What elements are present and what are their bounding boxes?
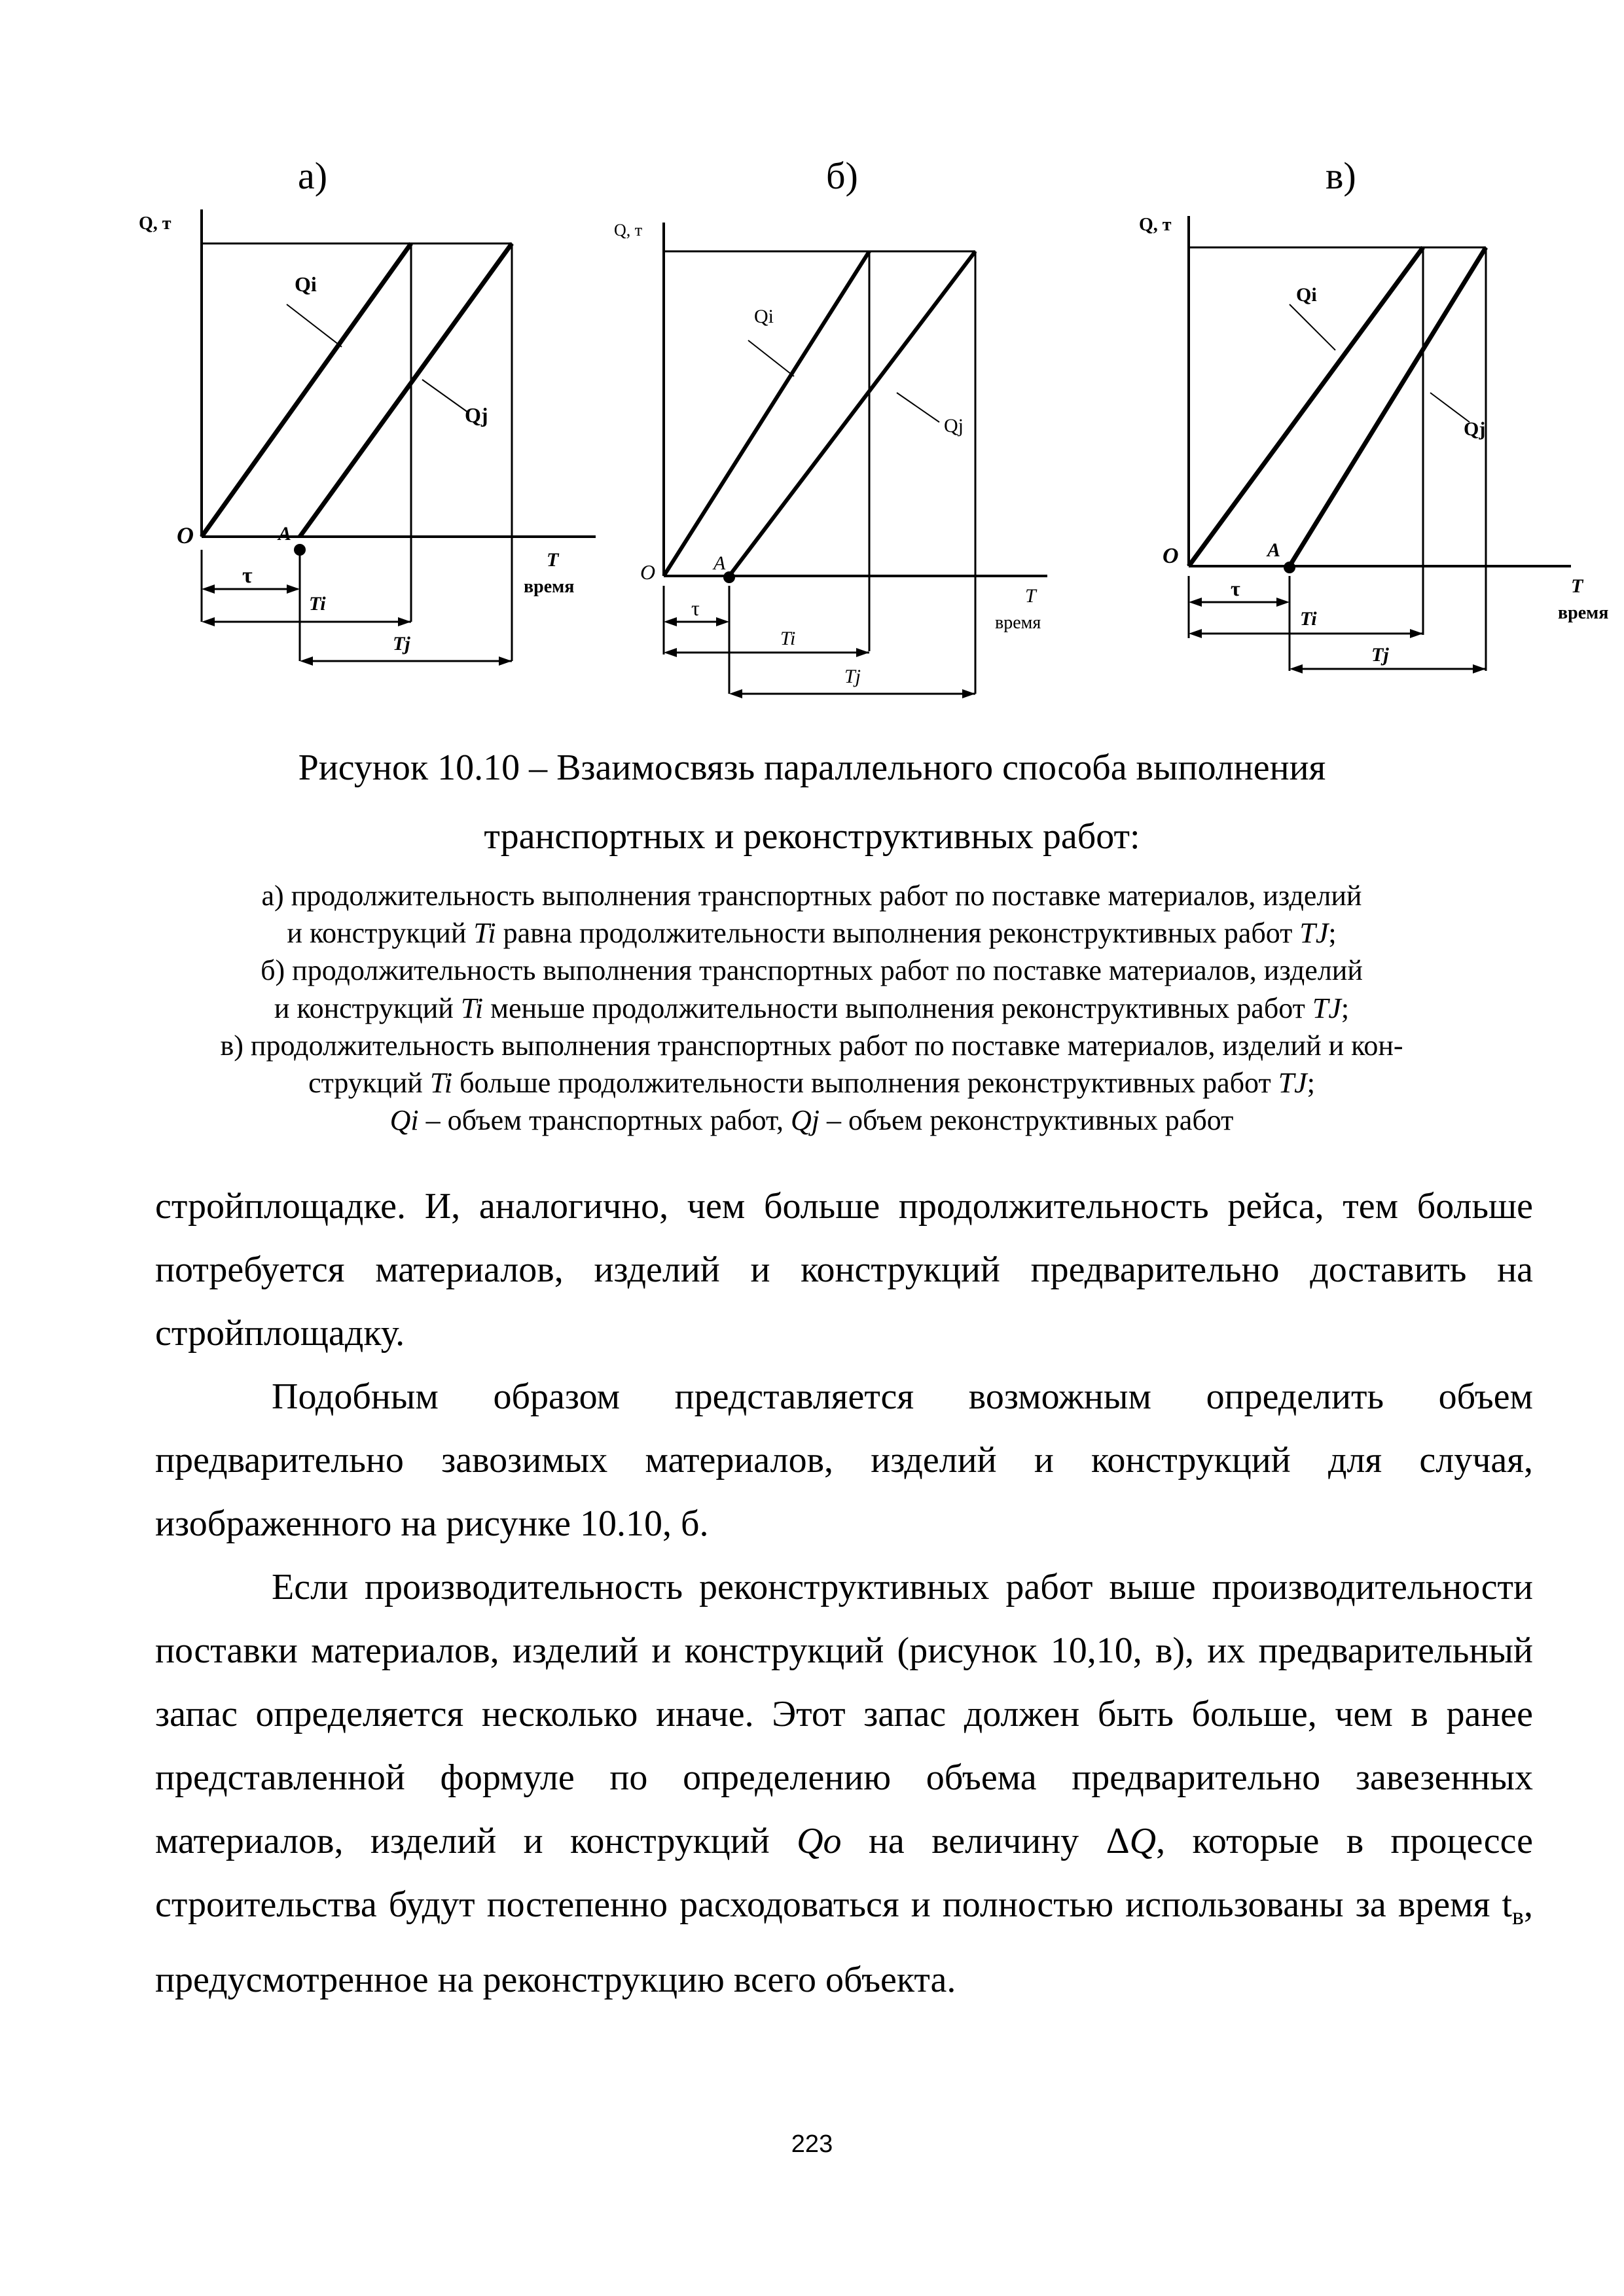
paragraph-1: стройплощадке. И, аналогично, чем больше продолжительность рейса, тем больше потребуется материалов, изделий и конструкций предварительно доставить на стройплощадку.	[155, 1186, 1533, 1354]
qi-label: Qi	[754, 306, 774, 327]
line-qj	[300, 243, 512, 537]
x-axis-word: время	[1558, 603, 1609, 623]
tj-label: Tj	[1371, 644, 1389, 666]
point-a-label: A	[713, 552, 726, 574]
y-axis-label: Q, т	[1139, 215, 1172, 235]
leader-qi	[287, 304, 342, 347]
leader-qi	[1290, 304, 1335, 350]
tau-label: τ	[242, 564, 253, 588]
qj-label: Qj	[1464, 418, 1486, 440]
leader-qj	[422, 380, 468, 412]
figure-caption-line2: транспортных и реконструктивных работ:	[484, 816, 1140, 857]
figure-caption-line1: Рисунок 10.10 – Взаимосвязь параллельного способа выполнения	[298, 747, 1326, 788]
paragraph-2: Подобным образом представляется возможным определить объем предварительно завозимых материалов, изделий и конструкций для случая, изображенного на рисунке 10.10, б.	[155, 1376, 1533, 1544]
note-legend: Qi – объем транспортных работ, Qj – объем реконструктивных работ	[389, 1104, 1234, 1137]
qj-label: Qj	[944, 415, 964, 437]
diagram-panel-b	[609, 209, 1080, 707]
qj-label: Qj	[465, 403, 488, 427]
y-axis-label: Q, т	[614, 221, 643, 240]
tau-label: τ	[691, 596, 700, 620]
ti-label: Ti	[780, 628, 796, 649]
point-a-label: A	[278, 523, 292, 545]
note-c-line1: в) продолжительность выполнения транспортных работ по поставке материалов, изделий и кон-	[220, 1029, 1403, 1062]
tj-label: Tj	[393, 633, 410, 655]
point-a-label: A	[1267, 539, 1281, 561]
x-axis-label: T	[547, 549, 559, 571]
note-b-line1: б) продолжительность выполнения транспортных работ по поставке материалов, изделий	[261, 954, 1363, 987]
note-b-line2: и конструкций Ti меньше продолжительности выполнения реконструктивных работ TJ;	[274, 992, 1350, 1024]
leader-qj	[897, 393, 939, 422]
origin-label: O	[1163, 544, 1179, 568]
point-a	[294, 544, 306, 556]
origin-label: O	[640, 560, 656, 584]
page-number: 223	[791, 2130, 833, 2158]
diagram-panel-c	[1139, 203, 1617, 687]
leader-qi	[748, 340, 794, 376]
body-text	[155, 1175, 1533, 2012]
tj-label: Tj	[844, 666, 861, 687]
figure-notes	[170, 877, 1453, 1139]
tau-label: τ	[1231, 577, 1240, 600]
x-axis-word: время	[995, 613, 1041, 633]
qi-label: Qi	[1296, 284, 1317, 306]
diagram-panel-a	[137, 196, 609, 681]
panel-label-b: б)	[826, 154, 858, 197]
point-a	[1284, 562, 1295, 573]
x-axis-label: T	[1025, 585, 1036, 607]
origin-label: O	[177, 522, 194, 548]
y-axis-label: Q, т	[139, 213, 171, 234]
note-c-line2: струкций Ti больше продолжительности выполнения реконструктивных работ TJ;	[308, 1066, 1315, 1099]
paragraph-3: Если производительность реконструктивных работ выше производительности поставки материалов, изделий и конструкций (рисунок 10,10, в), их предварительный запас определяется несколько иначе. Этот запас должен быть больше, чем в ранее представленной формуле по определению объема предварительно завезенных материалов, изделий и конструкций Qo на величину ΔQ, которые в процессе строительства будут постепенно расходоваться и полностью использованы за время $t_в$, предусмотренное на реконструкцию всего объекта.	[155, 1567, 1533, 2001]
panel-label-a: а)	[298, 154, 328, 197]
ti-label: Ti	[309, 593, 326, 615]
qi-label: Qi	[295, 272, 317, 296]
note-a-line2: и конструкций Ti равна продолжительности выполнения реконструктивных работ TJ;	[287, 917, 1337, 950]
note-a-line1: а) продолжительность выполнения транспортных работ по поставке материалов, изделий	[261, 880, 1362, 912]
x-axis-word: время	[524, 577, 575, 597]
x-axis-label: T	[1571, 575, 1583, 597]
ti-label: Ti	[1300, 608, 1317, 630]
panel-label-c: в)	[1326, 154, 1356, 197]
